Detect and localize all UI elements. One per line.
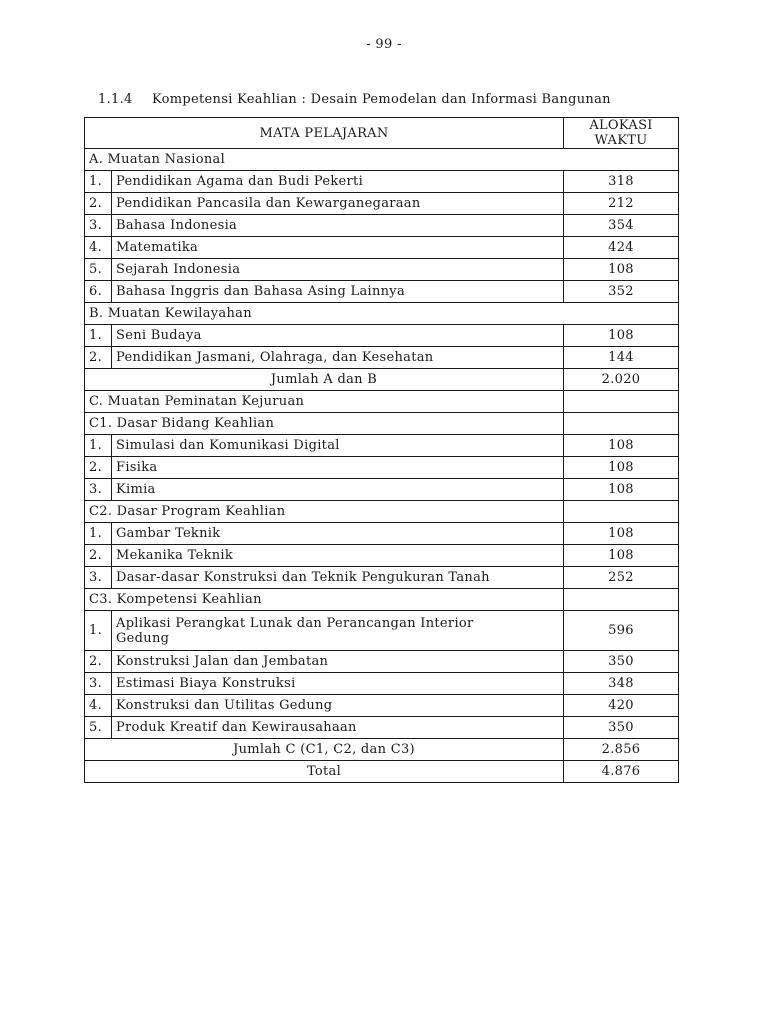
section-heading [98,92,611,107]
row-number: 1. [85,435,112,457]
row-hours: 350 [564,717,679,739]
row-hours: 144 [564,347,679,369]
row-hours: 108 [564,457,679,479]
header-subject: MATA PELAJARAN [85,118,564,149]
table-row [85,435,679,457]
table-row [85,215,679,237]
row-subject [112,611,564,651]
table-row [85,237,679,259]
table-row [85,695,679,717]
row-hours: 350 [564,651,679,673]
row-number: 3. [85,479,112,501]
row-subject-line1: Aplikasi Perangkat Lunak dan Perancangan Interior [116,615,474,631]
curriculum-table [84,117,679,783]
empty-cell [564,413,679,435]
row-number: 2. [85,457,112,479]
section-number: 1.1.4 [98,92,133,107]
empty-cell [564,501,679,523]
row-hours: 596 [564,611,679,651]
subtotal-label-ab: Jumlah A dan B [85,369,564,391]
subgroup-label-c3: C3. Kompetensi Keahlian [85,589,564,611]
table-row [85,651,679,673]
row-number: 1. [85,523,112,545]
row-subject: Dasar-dasar Konstruksi dan Teknik Pengukuran Tanah [112,567,564,589]
table-row [85,193,679,215]
subtotal-hours-c: 2.856 [564,739,679,761]
empty-cell [564,391,679,413]
subtotal-hours-ab: 2.020 [564,369,679,391]
row-hours: 108 [564,259,679,281]
subgroup-row-c3 [85,589,679,611]
group-label-b: B. Muatan Kewilayahan [85,303,679,325]
row-hours: 354 [564,215,679,237]
row-number: 2. [85,651,112,673]
row-number: 3. [85,567,112,589]
table-row [85,567,679,589]
row-subject-line2: Gedung [116,630,170,646]
row-number: 6. [85,281,112,303]
row-number: 2. [85,545,112,567]
row-hours: 352 [564,281,679,303]
row-hours: 108 [564,545,679,567]
row-number: 3. [85,673,112,695]
row-number: 1. [85,611,112,651]
row-subject: Seni Budaya [112,325,564,347]
row-subject: Pendidikan Agama dan Budi Pekerti [112,171,564,193]
header-allocation-line2: WAKTU [594,133,648,148]
table-row [85,523,679,545]
row-hours: 108 [564,479,679,501]
row-subject: Pendidikan Jasmani, Olahraga, dan Kesehatan [112,347,564,369]
table-row [85,347,679,369]
empty-cell [564,589,679,611]
table-row [85,457,679,479]
row-subject: Kimia [112,479,564,501]
row-number: 5. [85,717,112,739]
row-subject: Matematika [112,237,564,259]
row-hours: 420 [564,695,679,717]
row-hours: 108 [564,435,679,457]
table-row [85,611,679,651]
row-hours: 318 [564,171,679,193]
subtotal-row-ab [85,369,679,391]
table-row [85,325,679,347]
row-number: 3. [85,215,112,237]
row-number: 2. [85,347,112,369]
table-row [85,259,679,281]
subgroup-row-c1 [85,413,679,435]
row-number: 4. [85,695,112,717]
row-subject: Produk Kreatif dan Kewirausahaan [112,717,564,739]
subtotal-label-c: Jumlah C (C1, C2, dan C3) [85,739,564,761]
row-subject: Gambar Teknik [112,523,564,545]
row-number: 2. [85,193,112,215]
row-number: 5. [85,259,112,281]
row-hours: 348 [564,673,679,695]
grand-total-row [85,761,679,783]
table-row [85,479,679,501]
table-row [85,717,679,739]
row-number: 1. [85,325,112,347]
row-hours: 108 [564,325,679,347]
group-row-a [85,149,679,171]
group-label-c: C. Muatan Peminatan Kejuruan [85,391,564,413]
group-row-c [85,391,679,413]
header-allocation [564,118,679,149]
row-number: 4. [85,237,112,259]
row-hours: 108 [564,523,679,545]
row-subject: Konstruksi dan Utilitas Gedung [112,695,564,717]
row-number: 1. [85,171,112,193]
subgroup-row-c2 [85,501,679,523]
row-subject: Pendidikan Pancasila dan Kewarganegaraan [112,193,564,215]
group-label-a: A. Muatan Nasional [85,149,679,171]
row-subject: Bahasa Inggris dan Bahasa Asing Lainnya [112,281,564,303]
group-row-b [85,303,679,325]
row-subject: Mekanika Teknik [112,545,564,567]
subgroup-label-c2: C2. Dasar Program Keahlian [85,501,564,523]
row-subject: Simulasi dan Komunikasi Digital [112,435,564,457]
grand-total-label: Total [85,761,564,783]
table-header-row [85,118,679,149]
grand-total-hours: 4.876 [564,761,679,783]
section-title: Kompetensi Keahlian : Desain Pemodelan dan Informasi Bangunan [152,92,611,107]
row-subject: Fisika [112,457,564,479]
row-hours: 424 [564,237,679,259]
row-subject: Konstruksi Jalan dan Jembatan [112,651,564,673]
page-number: - 99 - [366,37,402,52]
subgroup-label-c1: C1. Dasar Bidang Keahlian [85,413,564,435]
table-row [85,281,679,303]
row-subject: Sejarah Indonesia [112,259,564,281]
header-allocation-line1: ALOKASI [589,118,653,133]
table-row [85,545,679,567]
subtotal-row-c [85,739,679,761]
row-subject: Estimasi Biaya Konstruksi [112,673,564,695]
table-row [85,171,679,193]
row-hours: 252 [564,567,679,589]
table-row [85,673,679,695]
row-hours: 212 [564,193,679,215]
row-subject: Bahasa Indonesia [112,215,564,237]
